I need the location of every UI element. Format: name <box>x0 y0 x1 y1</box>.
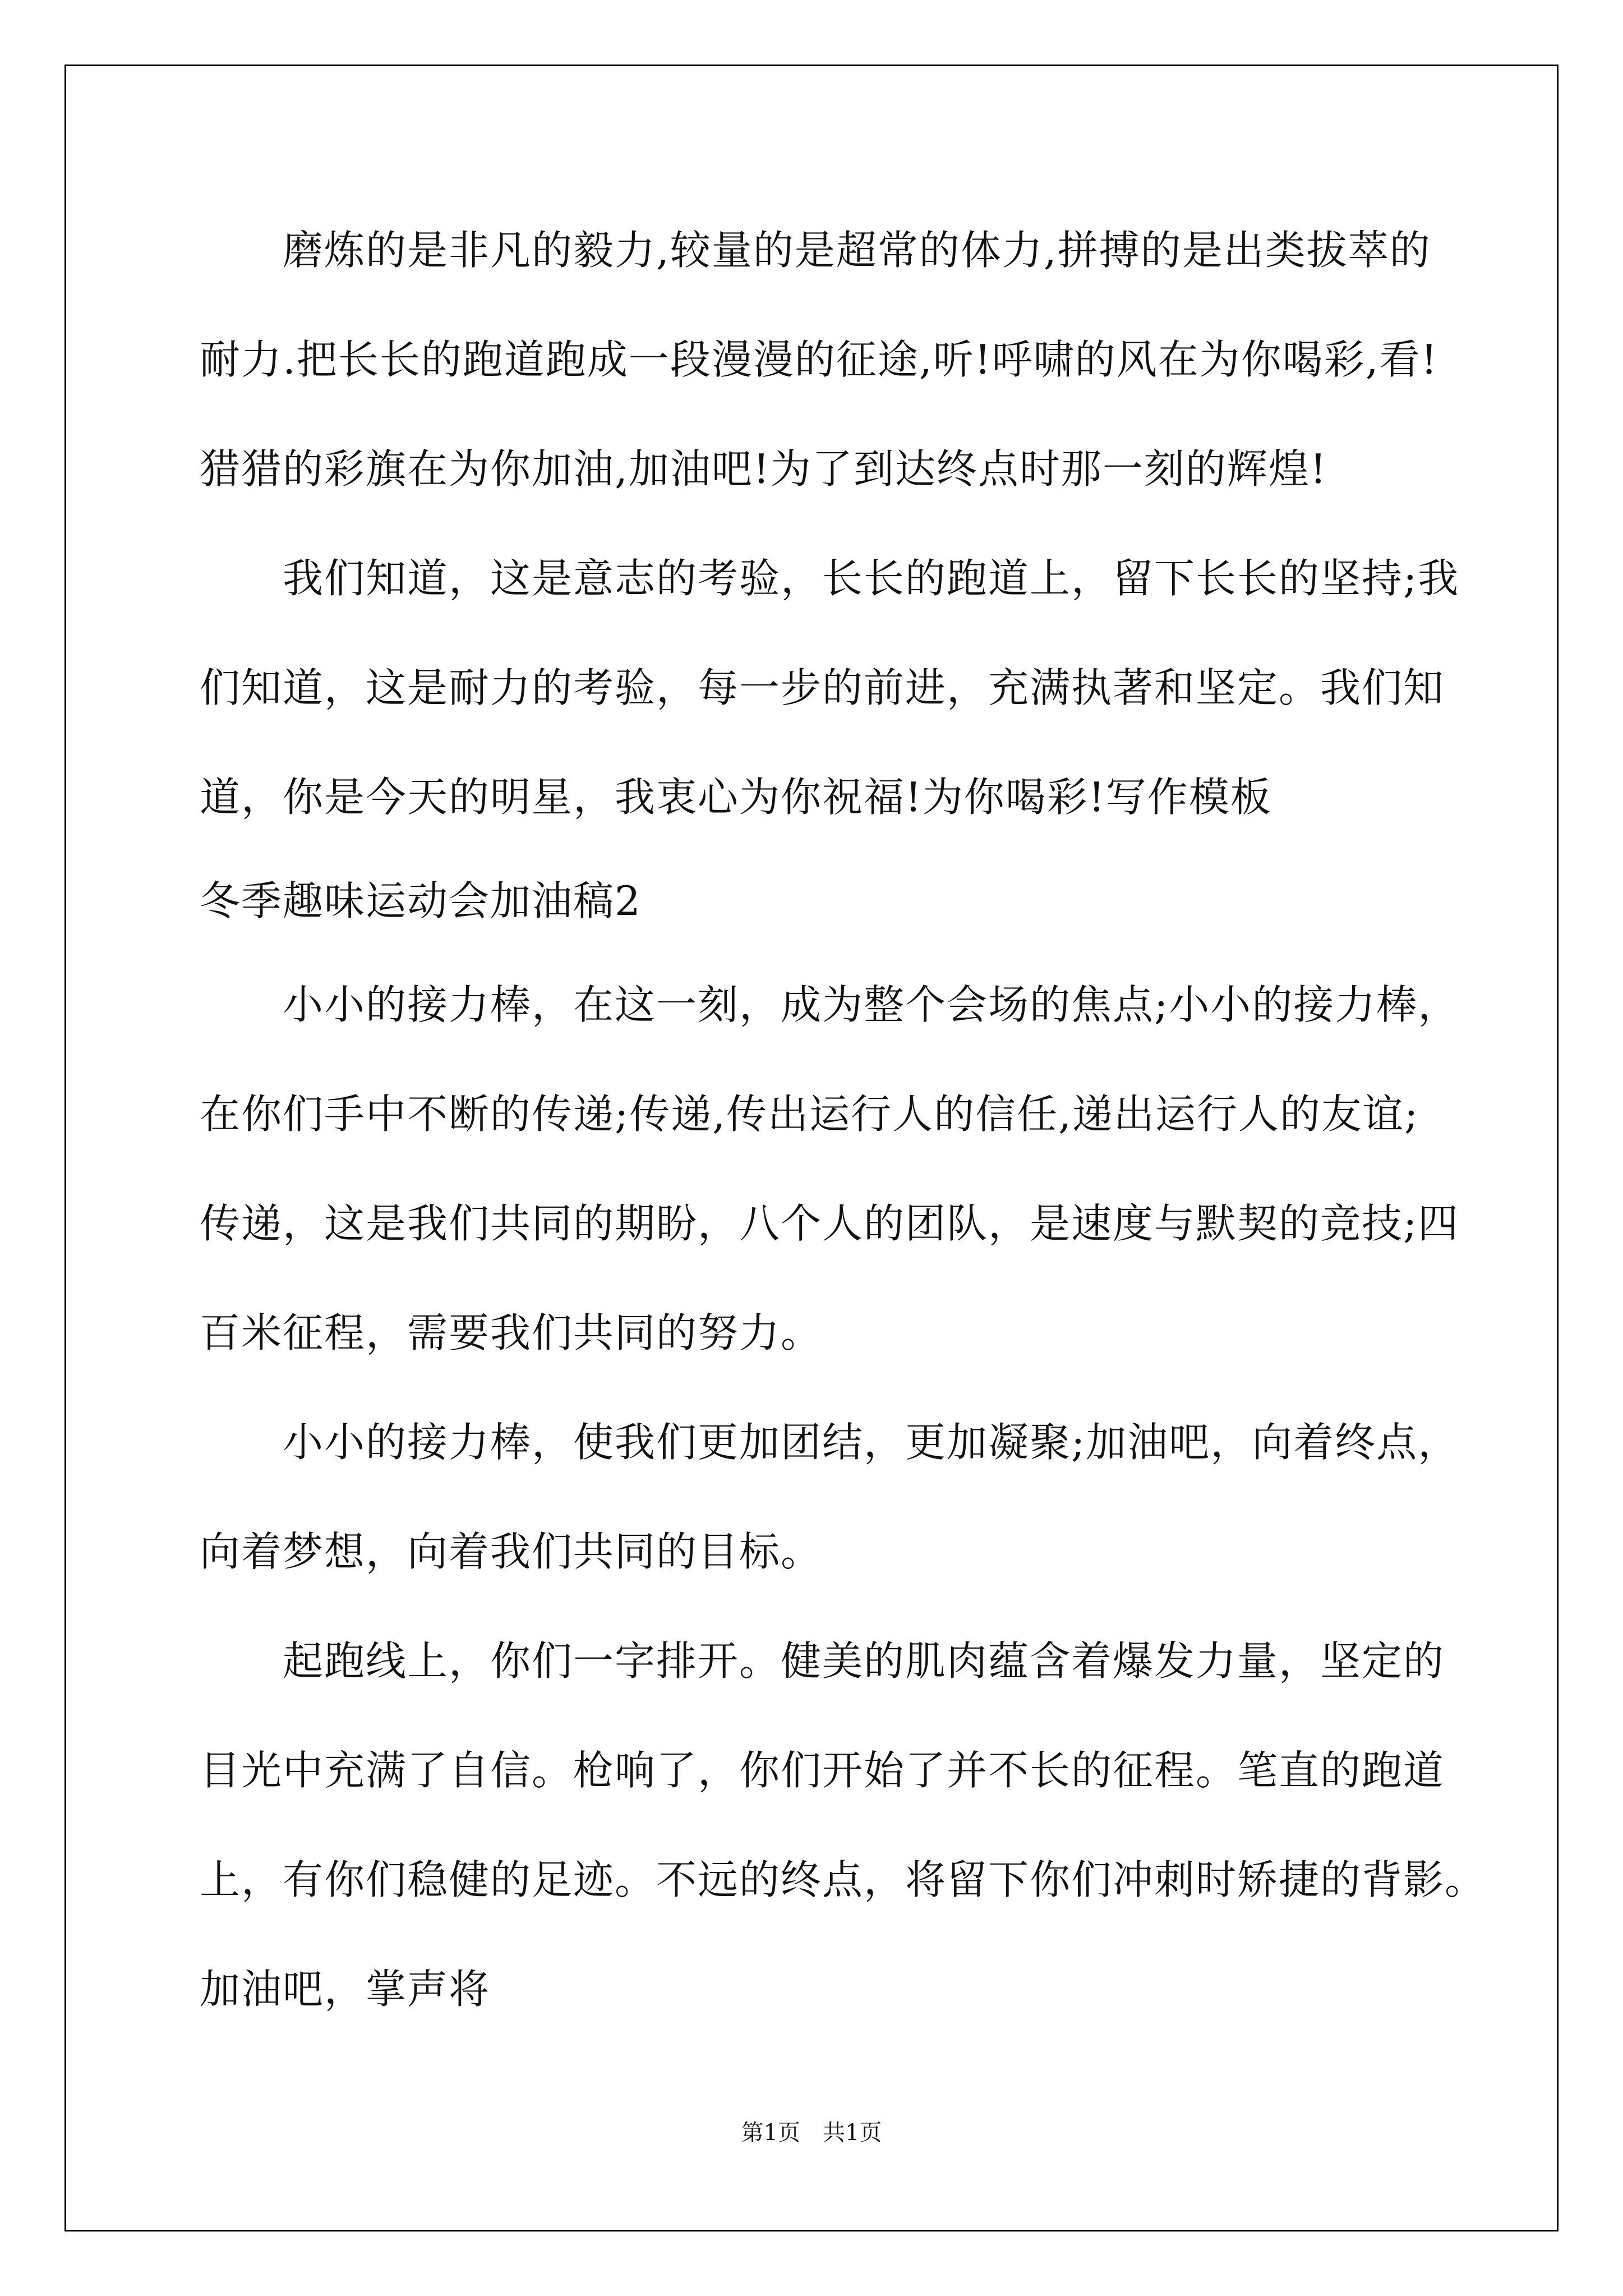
page-number: 第1页 共1页 <box>741 2120 882 2146</box>
section-heading: 冬季趣味运动会加油稿2 <box>200 877 642 924</box>
text-line: 起跑线上，你们一字排开。健美的肌肉蕴含着爆发力量，坚定的 <box>200 1637 1445 1685</box>
text-line: 目光中充满了自信。枪响了，你们开始了并不长的征程。笔直的跑道 <box>200 1747 1445 1794</box>
text-line: 道，你是今天的明星，我衷心为你祝福!为你喝彩!写作模板 <box>200 774 1272 821</box>
text-line: 小小的接力棒，在这一刻，成为整个会场的焦点;小小的接力棒， <box>200 981 1460 1028</box>
text-line: 们知道，这是耐力的考验，每一步的前进，充满执著和坚定。我们知 <box>200 664 1445 711</box>
text-line: 百米征程，需要我们共同的努力。 <box>200 1309 823 1356</box>
text-line: 加油吧，掌声将 <box>200 1966 491 2013</box>
page-footer <box>0 2115 1623 2147</box>
text-line: 在你们手中不断的传递;传递,传出运行人的信任,递出运行人的友谊; <box>200 1091 1419 1138</box>
text-line: 猎猎的彩旗在为你加油,加油吧!为了到达终点时那一刻的辉煌! <box>200 445 1327 493</box>
text-line: 我们知道，这是意志的考验，长长的跑道上，留下长长的坚持;我 <box>200 555 1460 602</box>
page-border <box>64 65 1559 2231</box>
text-line: 向着梦想，向着我们共同的目标。 <box>200 1528 823 1575</box>
text-line: 磨炼的是非凡的毅力,较量的是超常的体力,拼搏的是出类拔萃的 <box>200 227 1431 274</box>
text-line: 小小的接力棒，使我们更加团结，更加凝聚;加油吧，向着终点， <box>200 1419 1460 1466</box>
text-line: 耐力.把长长的跑道跑成一段漫漫的征途,听!呼啸的风在为你喝彩,看! <box>200 336 1438 383</box>
text-line: 传递，这是我们共同的期盼，八个人的团队，是速度与默契的竞技;四 <box>200 1200 1460 1247</box>
text-line: 上，有你们稳健的足迹。不远的终点，将留下你们冲刺时矫捷的背影。 <box>200 1856 1487 1903</box>
